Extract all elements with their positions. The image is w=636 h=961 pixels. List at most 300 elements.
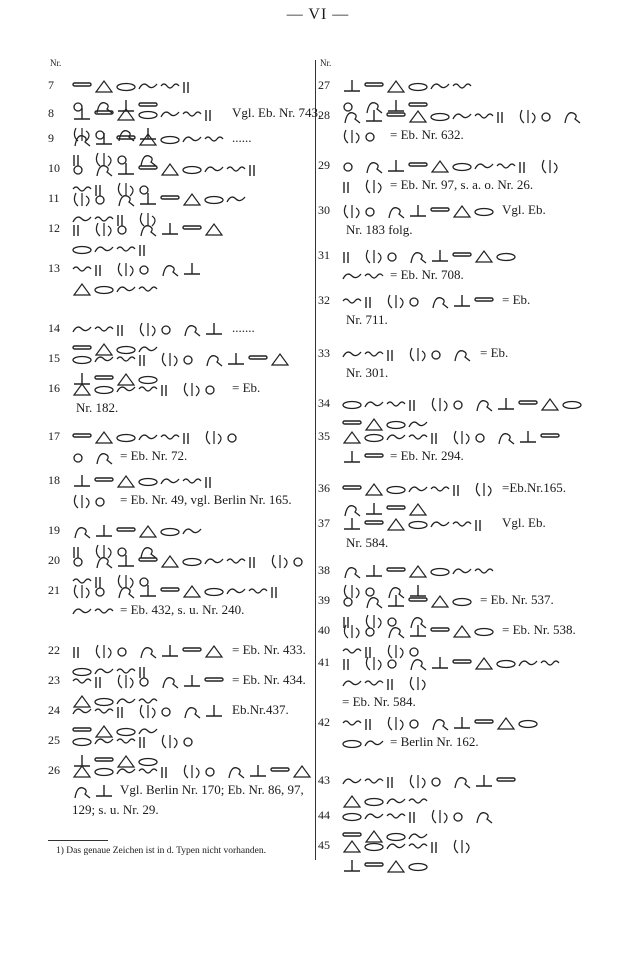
hieroglyph-sign-icon: [342, 267, 362, 285]
hieroglyph-line: [72, 446, 116, 466]
entry-number: 19: [48, 523, 60, 537]
hieroglyph-sign-icon: [116, 380, 136, 398]
hieroglyph-sign-icon: [364, 857, 384, 875]
hieroglyph-line: [342, 426, 562, 446]
hieroglyph-sign-icon: [540, 107, 560, 125]
entry-32: [318, 290, 586, 350]
hieroglyph-sign-icon: [94, 582, 114, 600]
hieroglyph-sign-icon: [138, 77, 158, 95]
hieroglyph-sign-icon: [182, 428, 202, 446]
reference-text: Nr. 584.: [346, 535, 389, 550]
hieroglyph-sign-icon: [204, 702, 224, 720]
entry-number: 27: [318, 78, 330, 92]
entry-number: 9: [48, 131, 54, 145]
hieroglyph-sign-icon: [386, 107, 406, 125]
hieroglyph-sign-icon: [342, 807, 362, 825]
entry-number: 39: [318, 593, 330, 607]
hieroglyph-sign-icon: [364, 837, 384, 855]
hieroglyph-sign-icon: [342, 127, 362, 145]
hieroglyph-sign-icon: [364, 202, 384, 220]
hieroglyph-line: [342, 75, 474, 95]
hieroglyph-sign-icon: [182, 190, 202, 208]
hieroglyph-sign-icon: [182, 130, 202, 148]
reference-text: = Berlin Nr. 162.: [390, 734, 479, 749]
hieroglyph-sign-icon: [474, 247, 494, 265]
hieroglyph-sign-icon: [72, 472, 92, 490]
hieroglyph-sign-icon: [160, 350, 180, 368]
reference-text: .......: [232, 320, 255, 335]
reference-text: Vgl. Eb.: [502, 202, 546, 217]
entry-number: 24: [48, 703, 60, 717]
hieroglyph-sign-icon: [138, 190, 158, 208]
hieroglyph-sign-icon: [364, 592, 384, 610]
hieroglyph-sign-icon: [496, 247, 516, 265]
left-column-header: Nr.: [50, 58, 62, 68]
reference-text: = Eb. Nr. 584.: [342, 694, 416, 709]
hieroglyph-sign-icon: [474, 515, 494, 533]
hieroglyph-sign-icon: [452, 157, 472, 175]
hieroglyph-sign-icon: [72, 642, 92, 660]
hieroglyph-sign-icon: [342, 837, 362, 855]
hieroglyph-sign-icon: [408, 837, 428, 855]
hieroglyph-sign-icon: [364, 807, 384, 825]
hieroglyph-sign-icon: [474, 714, 494, 732]
reference-text: = Eb.: [480, 345, 509, 360]
hieroglyph-sign-icon: [342, 202, 362, 220]
hieroglyph-sign-icon: [72, 240, 92, 258]
entry-number: 8: [48, 106, 54, 120]
hieroglyph-line: [342, 805, 496, 825]
hieroglyph-sign-icon: [160, 522, 180, 540]
entry-number: 10: [48, 161, 60, 175]
hieroglyph-sign-icon: [204, 672, 224, 690]
hieroglyph-line: [72, 378, 226, 398]
hieroglyph-sign-icon: [94, 320, 114, 338]
hieroglyph-sign-icon: [72, 702, 92, 720]
hieroglyph-sign-icon: [138, 732, 158, 750]
hieroglyph-sign-icon: [94, 702, 114, 720]
hieroglyph-sign-icon: [116, 220, 136, 238]
hieroglyph-sign-icon: [386, 480, 406, 498]
hieroglyph-sign-icon: [72, 350, 92, 368]
hieroglyph-sign-icon: [204, 105, 224, 123]
hieroglyph-sign-icon: [182, 552, 202, 570]
hieroglyph-sign-icon: [518, 157, 538, 175]
hieroglyph-sign-icon: [204, 190, 224, 208]
hieroglyph-sign-icon: [408, 592, 428, 610]
hieroglyph-sign-icon: [452, 515, 472, 533]
hieroglyph-sign-icon: [452, 772, 472, 790]
entry-number: 31: [318, 248, 330, 262]
hieroglyph-sign-icon: [226, 582, 246, 600]
reference-text: = Eb. Nr. 537.: [480, 592, 554, 607]
hieroglyph-sign-icon: [182, 732, 202, 750]
entry-number: 17: [48, 429, 60, 443]
hieroglyph-sign-icon: [342, 562, 362, 580]
hieroglyph-sign-icon: [94, 220, 114, 238]
hieroglyph-sign-icon: [430, 480, 450, 498]
hieroglyph-line: [72, 238, 160, 258]
hieroglyph-sign-icon: [182, 472, 202, 490]
hieroglyph-sign-icon: [72, 320, 92, 338]
hieroglyph-sign-icon: [474, 395, 494, 413]
reference-text: Nr. 301.: [346, 365, 389, 380]
hieroglyph-line: [342, 560, 496, 580]
hieroglyph-sign-icon: [160, 552, 180, 570]
hieroglyph-sign-icon: [364, 734, 384, 752]
hieroglyph-sign-icon: [138, 240, 158, 258]
hieroglyph-sign-icon: [160, 260, 180, 278]
hieroglyph-sign-icon: [270, 582, 290, 600]
hieroglyph-sign-icon: [160, 472, 180, 490]
hieroglyph-sign-icon: [72, 782, 92, 800]
hieroglyph-sign-icon: [342, 107, 362, 125]
hieroglyph-sign-icon: [474, 202, 494, 220]
hieroglyph-sign-icon: [386, 592, 406, 610]
hieroglyph-line: [342, 672, 430, 692]
hieroglyph-line: [72, 75, 204, 95]
hieroglyph-sign-icon: [182, 522, 202, 540]
hieroglyph-sign-icon: [182, 77, 202, 95]
hieroglyph-sign-icon: [116, 160, 136, 178]
entry-26: [48, 760, 310, 820]
hieroglyph-sign-icon: [518, 714, 538, 732]
hieroglyph-line: [342, 620, 496, 640]
hieroglyph-sign-icon: [408, 622, 428, 640]
entry-number: 36: [318, 481, 330, 495]
hieroglyph-sign-icon: [386, 857, 406, 875]
hieroglyph-sign-icon: [182, 320, 202, 338]
hieroglyph-sign-icon: [116, 428, 136, 446]
hieroglyph-sign-icon: [496, 395, 516, 413]
hieroglyph-sign-icon: [364, 345, 384, 363]
reference-text: = Eb. Nr. 433.: [232, 642, 306, 657]
hieroglyph-sign-icon: [386, 837, 406, 855]
hieroglyph-sign-icon: [386, 345, 406, 363]
hieroglyph-sign-icon: [160, 732, 180, 750]
hieroglyph-sign-icon: [204, 380, 224, 398]
hieroglyph-sign-icon: [408, 247, 428, 265]
hieroglyph-sign-icon: [116, 105, 136, 123]
hieroglyph-sign-icon: [72, 428, 92, 446]
hieroglyph-sign-icon: [72, 552, 92, 570]
hieroglyph-sign-icon: [116, 522, 136, 540]
hieroglyph-sign-icon: [364, 772, 384, 790]
hieroglyph-sign-icon: [138, 350, 158, 368]
hieroglyph-line: [72, 760, 314, 780]
hieroglyph-sign-icon: [160, 762, 180, 780]
hieroglyph-sign-icon: [204, 552, 224, 570]
hieroglyph-sign-icon: [540, 157, 560, 175]
hieroglyph-sign-icon: [204, 220, 224, 238]
hieroglyph-line: [342, 652, 562, 672]
entry-number: 33: [318, 346, 330, 360]
hieroglyph-sign-icon: [430, 395, 450, 413]
hieroglyph-line: [72, 580, 292, 600]
hieroglyph-sign-icon: [518, 654, 538, 672]
hieroglyph-sign-icon: [204, 762, 224, 780]
hieroglyph-sign-icon: [116, 472, 136, 490]
reference-text: Nr. 711.: [346, 312, 388, 327]
hieroglyph-sign-icon: [562, 107, 582, 125]
hieroglyph-line: [342, 835, 474, 855]
entry-number: 29: [318, 158, 330, 172]
hieroglyph-sign-icon: [138, 280, 158, 298]
reference-text: = Eb. Nr. 49, vgl. Berlin Nr. 165.: [120, 492, 292, 507]
hieroglyph-sign-icon: [342, 734, 362, 752]
hieroglyph-line: [72, 348, 292, 368]
entry-number: 25: [48, 733, 60, 747]
hieroglyph-sign-icon: [94, 472, 114, 490]
hieroglyph-sign-icon: [496, 107, 516, 125]
hieroglyph-sign-icon: [94, 672, 114, 690]
hieroglyph-sign-icon: [204, 160, 224, 178]
footnote-rule: [48, 840, 108, 841]
hieroglyph-line: [72, 670, 226, 690]
hieroglyph-sign-icon: [430, 562, 450, 580]
hieroglyph-sign-icon: [364, 674, 384, 692]
reference-text: = Eb. Nr. 72.: [120, 448, 188, 463]
hieroglyph-sign-icon: [94, 732, 114, 750]
hieroglyph-sign-icon: [94, 642, 114, 660]
hieroglyph-sign-icon: [72, 160, 92, 178]
hieroglyph-sign-icon: [138, 260, 158, 278]
hieroglyph-sign-icon: [430, 345, 450, 363]
hieroglyph-sign-icon: [408, 562, 428, 580]
hieroglyph-sign-icon: [364, 395, 384, 413]
hieroglyph-sign-icon: [138, 380, 158, 398]
hieroglyph-sign-icon: [204, 472, 224, 490]
hieroglyph-line: [72, 318, 226, 338]
hieroglyph-sign-icon: [226, 552, 246, 570]
hieroglyph-sign-icon: [72, 220, 92, 238]
hieroglyph-sign-icon: [342, 247, 362, 265]
hieroglyph-sign-icon: [292, 762, 312, 780]
hieroglyph-sign-icon: [430, 807, 450, 825]
hieroglyph-line: [72, 640, 226, 660]
hieroglyph-line: [342, 393, 584, 413]
hieroglyph-sign-icon: [94, 130, 114, 148]
reference-text: = Eb. 432, s. u. Nr. 240.: [120, 602, 245, 617]
hieroglyph-sign-icon: [364, 77, 384, 95]
hieroglyph-sign-icon: [160, 428, 180, 446]
hieroglyph-sign-icon: [518, 107, 538, 125]
hieroglyph-sign-icon: [72, 762, 92, 780]
hieroglyph-sign-icon: [138, 320, 158, 338]
hieroglyph-sign-icon: [160, 130, 180, 148]
hieroglyph-sign-icon: [116, 190, 136, 208]
hieroglyph-sign-icon: [408, 157, 428, 175]
entry-number: 16: [48, 381, 60, 395]
hieroglyph-sign-icon: [408, 345, 428, 363]
reference-text: =Eb.Nr.165.: [502, 480, 567, 495]
hieroglyph-sign-icon: [430, 837, 450, 855]
hieroglyph-sign-icon: [386, 654, 406, 672]
entry-number: 22: [48, 643, 60, 657]
hieroglyph-sign-icon: [138, 642, 158, 660]
hieroglyph-sign-icon: [94, 762, 114, 780]
hieroglyph-sign-icon: [160, 672, 180, 690]
hieroglyph-sign-icon: [342, 177, 362, 195]
hieroglyph-sign-icon: [474, 107, 494, 125]
hieroglyph-line: [72, 700, 226, 720]
hieroglyph-sign-icon: [342, 674, 362, 692]
hieroglyph-sign-icon: [408, 674, 428, 692]
hieroglyph-sign-icon: [116, 552, 136, 570]
hieroglyph-sign-icon: [248, 160, 268, 178]
hieroglyph-sign-icon: [342, 157, 362, 175]
hieroglyph-sign-icon: [138, 522, 158, 540]
hieroglyph-line: [342, 155, 562, 175]
hieroglyph-sign-icon: [182, 582, 202, 600]
entry-41: [318, 652, 586, 712]
hieroglyph-sign-icon: [204, 428, 224, 446]
hieroglyph-line: [72, 188, 248, 208]
hieroglyph-sign-icon: [116, 582, 136, 600]
hieroglyph-sign-icon: [452, 807, 472, 825]
entry-number: 32: [318, 293, 330, 307]
hieroglyph-line: [72, 426, 248, 446]
hieroglyph-sign-icon: [94, 190, 114, 208]
reference-text: = Eb. Nr. 97, s. a. o. Nr. 26.: [390, 177, 534, 192]
hieroglyph-sign-icon: [94, 77, 114, 95]
hieroglyph-sign-icon: [408, 857, 428, 875]
hieroglyph-sign-icon: [430, 714, 450, 732]
hieroglyph-sign-icon: [364, 714, 384, 732]
hieroglyph-sign-icon: [408, 480, 428, 498]
entry-number: 38: [318, 563, 330, 577]
hieroglyph-sign-icon: [72, 522, 92, 540]
reference-text: ......: [232, 130, 252, 145]
hieroglyph-sign-icon: [94, 260, 114, 278]
hieroglyph-sign-icon: [270, 552, 290, 570]
hieroglyph-sign-icon: [540, 654, 560, 672]
hieroglyph-sign-icon: [72, 582, 92, 600]
hieroglyph-sign-icon: [116, 350, 136, 368]
hieroglyph-line: [342, 343, 474, 363]
hieroglyph-sign-icon: [160, 77, 180, 95]
hieroglyph-sign-icon: [452, 345, 472, 363]
hieroglyph-sign-icon: [474, 654, 494, 672]
hieroglyph-sign-icon: [160, 220, 180, 238]
hieroglyph-sign-icon: [430, 622, 450, 640]
page-number: — VI —: [286, 6, 350, 23]
hieroglyph-sign-icon: [138, 130, 158, 148]
hieroglyph-sign-icon: [94, 782, 114, 800]
hieroglyph-sign-icon: [342, 292, 362, 310]
hieroglyph-sign-icon: [386, 77, 406, 95]
hieroglyph-sign-icon: [540, 395, 560, 413]
hieroglyph-sign-icon: [474, 428, 494, 446]
reference-text: = Eb. Nr. 708.: [390, 267, 464, 282]
entry-21: [48, 580, 310, 640]
hieroglyph-line: [342, 175, 386, 195]
hieroglyph-sign-icon: [364, 127, 384, 145]
hieroglyph-sign-icon: [408, 428, 428, 446]
hieroglyph-sign-icon: [138, 552, 158, 570]
entry-number: 30: [318, 203, 330, 217]
hieroglyph-sign-icon: [518, 428, 538, 446]
hieroglyph-sign-icon: [182, 105, 202, 123]
hieroglyph-sign-icon: [386, 292, 406, 310]
hieroglyph-sign-icon: [72, 130, 92, 148]
hieroglyph-sign-icon: [138, 472, 158, 490]
entry-number: 45: [318, 838, 330, 852]
hieroglyph-sign-icon: [496, 428, 516, 446]
hieroglyph-sign-icon: [452, 654, 472, 672]
hieroglyph-line: [72, 158, 270, 178]
hieroglyph-sign-icon: [430, 202, 450, 220]
hieroglyph-sign-icon: [452, 592, 472, 610]
hieroglyph-sign-icon: [364, 157, 384, 175]
hieroglyph-sign-icon: [160, 702, 180, 720]
entry-number: 13: [48, 261, 60, 275]
hieroglyph-sign-icon: [342, 395, 362, 413]
hieroglyph-line: [72, 550, 314, 570]
hieroglyph-sign-icon: [452, 107, 472, 125]
entry-number: 41: [318, 655, 330, 669]
hieroglyph-sign-icon: [182, 702, 202, 720]
hieroglyph-sign-icon: [342, 654, 362, 672]
hieroglyph-sign-icon: [452, 395, 472, 413]
entry-number: 23: [48, 673, 60, 687]
hieroglyph-sign-icon: [474, 480, 494, 498]
hieroglyph-sign-icon: [72, 280, 92, 298]
hieroglyph-sign-icon: [386, 157, 406, 175]
hieroglyph-sign-icon: [72, 448, 92, 466]
hieroglyph-line: [342, 513, 496, 533]
hieroglyph-sign-icon: [342, 345, 362, 363]
hieroglyph-sign-icon: [430, 515, 450, 533]
hieroglyph-sign-icon: [204, 320, 224, 338]
right-column-header: Nr.: [320, 58, 332, 68]
hieroglyph-sign-icon: [540, 428, 560, 446]
entry-number: 34: [318, 396, 330, 410]
hieroglyph-sign-icon: [116, 672, 136, 690]
hieroglyph-sign-icon: [270, 762, 290, 780]
hieroglyph-sign-icon: [408, 395, 428, 413]
hieroglyph-sign-icon: [94, 522, 114, 540]
hieroglyph-sign-icon: [138, 160, 158, 178]
hieroglyph-sign-icon: [182, 642, 202, 660]
hieroglyph-sign-icon: [518, 395, 538, 413]
hieroglyph-line: [342, 290, 496, 310]
hieroglyph-sign-icon: [474, 562, 494, 580]
hieroglyph-sign-icon: [72, 492, 92, 510]
hieroglyph-sign-icon: [94, 350, 114, 368]
entry-number: 7: [48, 78, 54, 92]
hieroglyph-sign-icon: [160, 320, 180, 338]
hieroglyph-sign-icon: [94, 492, 114, 510]
hieroglyph-line: [342, 855, 430, 875]
reference-text: Vgl. Berlin Nr. 170; Eb. Nr. 86, 97,: [120, 782, 304, 797]
hieroglyph-sign-icon: [364, 562, 384, 580]
hieroglyph-line: [342, 590, 474, 610]
hieroglyph-sign-icon: [562, 395, 582, 413]
hieroglyph-sign-icon: [386, 772, 406, 790]
hieroglyph-sign-icon: [226, 762, 246, 780]
hieroglyph-line: [72, 278, 160, 298]
hieroglyph-sign-icon: [386, 202, 406, 220]
hieroglyph-sign-icon: [364, 622, 384, 640]
hieroglyph-sign-icon: [182, 260, 202, 278]
hieroglyph-sign-icon: [342, 772, 362, 790]
hieroglyph-sign-icon: [430, 247, 450, 265]
hieroglyph-sign-icon: [204, 582, 224, 600]
hieroglyph-sign-icon: [116, 280, 136, 298]
hieroglyph-sign-icon: [408, 714, 428, 732]
hieroglyph-line: [72, 258, 204, 278]
